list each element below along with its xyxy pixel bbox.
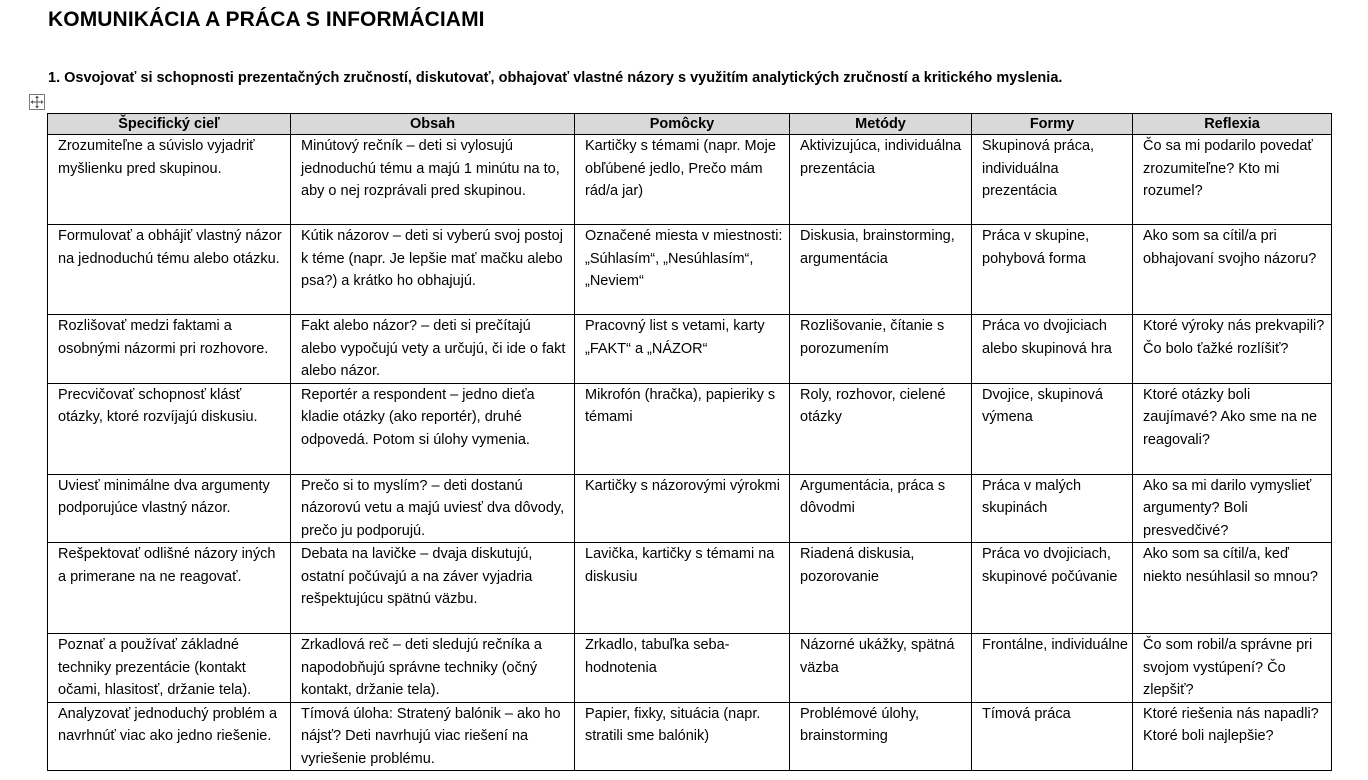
table-cell: Skupinová práca, individuálna prezentácia bbox=[972, 135, 1133, 225]
column-header: Špecifický cieľ bbox=[48, 114, 291, 135]
table-cell: Čo sa mi podarilo povedať zrozumiteľne? Kto mi rozumel? bbox=[1133, 135, 1332, 225]
table-cell: Zrozumiteľne a súvislo vyjadriť myšlienku pred skupinou. bbox=[48, 135, 291, 225]
table-cell: Mikrofón (hračka), papieriky s témami bbox=[575, 383, 790, 474]
lesson-plan-table bbox=[47, 113, 1332, 771]
table-row bbox=[48, 634, 1332, 703]
table-cell: Debata na lavičke – dvaja diskutujú, ostatní počúvajú a na záver vyjadria rešpektujúcu spätnú väzbu. bbox=[291, 543, 575, 634]
table-cell: Práca vo dvojiciach, skupinové počúvanie bbox=[972, 543, 1133, 634]
table-cell: Poznať a používať základné techniky prezentácie (kontakt očami, hlasitosť, držanie tela). bbox=[48, 634, 291, 703]
table-cell: Ktoré riešenia nás napadli? Ktoré boli najlepšie? bbox=[1133, 702, 1332, 771]
column-header: Reflexia bbox=[1133, 114, 1332, 135]
table-cell: Tímová práca bbox=[972, 702, 1133, 771]
table-cell: Kútik názorov – deti si vyberú svoj postoj k téme (napr. Je lepšie mať mačku alebo psa?) a krátko ho obhajujú. bbox=[291, 225, 575, 315]
table-cell: Pracovný list s vetami, karty „FAKT“ a „NÁZOR“ bbox=[575, 315, 790, 384]
table-row bbox=[48, 315, 1332, 384]
table-cell: Čo som robil/a správne pri svojom vystúpení? Čo zlepšiť? bbox=[1133, 634, 1332, 703]
table-cell: Argumentácia, práca s dôvodmi bbox=[790, 474, 972, 543]
table-cell: Diskusia, brainstorming, argumentácia bbox=[790, 225, 972, 315]
table-cell: Problémové úlohy, brainstorming bbox=[790, 702, 972, 771]
table-cell: Názorné ukážky, spätná väzba bbox=[790, 634, 972, 703]
page-title: KOMUNIKÁCIA A PRÁCA S INFORMÁCIAMI bbox=[48, 8, 485, 31]
table-cell: Aktivizujúca, individuálna prezentácia bbox=[790, 135, 972, 225]
table-cell: Rozlišovať medzi faktami a osobnými názormi pri rozhovore. bbox=[48, 315, 291, 384]
goal-heading: 1. Osvojovať si schopnosti prezentačných zručností, diskutovať, obhajovať vlastné názory s využitím analytických zručností a kritického myslenia. bbox=[48, 70, 1063, 86]
table-cell: Riadená diskusia, pozorovanie bbox=[790, 543, 972, 634]
table-cell: Formulovať a obhájiť vlastný názor na jednoduchú tému alebo otázku. bbox=[48, 225, 291, 315]
column-header: Metódy bbox=[790, 114, 972, 135]
table-cell: Tímová úloha: Stratený balónik – ako ho nájsť? Deti navrhujú viac riešení na vyriešenie problému. bbox=[291, 702, 575, 771]
table-cell: Rozlišovanie, čítanie s porozumením bbox=[790, 315, 972, 384]
table-cell: Práca v malých skupinách bbox=[972, 474, 1133, 543]
table-cell: Zrkadlo, tabuľka seba-hodnotenia bbox=[575, 634, 790, 703]
table-cell: Frontálne, individuálne bbox=[972, 634, 1133, 703]
table-cell: Rešpektovať odlišné názory iných a primerane na ne reagovať. bbox=[48, 543, 291, 634]
table-cell: Reportér a respondent – jedno dieťa kladie otázky (ako reportér), druhé odpovedá. Potom si úlohy vymenia. bbox=[291, 383, 575, 474]
table-cell: Ako som sa cítil/a, keď niekto nesúhlasil so mnou? bbox=[1133, 543, 1332, 634]
table-cell: Ktoré výroky nás prekvapili? Čo bolo ťažké rozlíšiť? bbox=[1133, 315, 1332, 384]
table-cell: Ako sa mi darilo vymyslieť argumenty? Boli presvedčivé? bbox=[1133, 474, 1332, 543]
table-cell: Ktoré otázky boli zaujímavé? Ako sme na ne reagovali? bbox=[1133, 383, 1332, 474]
table-row bbox=[48, 474, 1332, 543]
table-cell: Dvojice, skupinová výmena bbox=[972, 383, 1133, 474]
table-cell: Kartičky s názorovými výrokmi bbox=[575, 474, 790, 543]
column-header: Formy bbox=[972, 114, 1133, 135]
table-row bbox=[48, 702, 1332, 771]
table-cell: Lavička, kartičky s témami na diskusiu bbox=[575, 543, 790, 634]
table-cell: Minútový rečník – deti si vylosujú jednoduchú tému a majú 1 minútu na to, aby o nej rozprávali pred skupinou. bbox=[291, 135, 575, 225]
move-arrows-icon[interactable] bbox=[29, 94, 45, 110]
table-cell: Roly, rozhovor, cielené otázky bbox=[790, 383, 972, 474]
table-cell: Práca v skupine, pohybová forma bbox=[972, 225, 1133, 315]
table-row bbox=[48, 543, 1332, 634]
table-header-row bbox=[48, 114, 1332, 135]
column-header: Pomôcky bbox=[575, 114, 790, 135]
table-cell: Ako som sa cítil/a pri obhajovaní svojho názoru? bbox=[1133, 225, 1332, 315]
column-header: Obsah bbox=[291, 114, 575, 135]
table-cell: Zrkadlová reč – deti sledujú rečníka a napodobňujú správne techniky (očný kontakt, držanie tela). bbox=[291, 634, 575, 703]
table-row bbox=[48, 135, 1332, 225]
table-cell: Fakt alebo názor? – deti si prečítajú alebo vypočujú vety a určujú, či ide o fakt alebo názor. bbox=[291, 315, 575, 384]
table-row bbox=[48, 225, 1332, 315]
table-row bbox=[48, 383, 1332, 474]
table-cell: Prečo si to myslím? – deti dostanú názorovú vetu a majú uviesť dva dôvody, prečo ju podporujú. bbox=[291, 474, 575, 543]
table-cell: Analyzovať jednoduchý problém a navrhnúť viac ako jedno riešenie. bbox=[48, 702, 291, 771]
table-cell: Práca vo dvojiciach alebo skupinová hra bbox=[972, 315, 1133, 384]
table-cell: Kartičky s témami (napr. Moje obľúbené jedlo, Prečo mám rád/a jar) bbox=[575, 135, 790, 225]
table-cell: Uviesť minimálne dva argumenty podporujúce vlastný názor. bbox=[48, 474, 291, 543]
table-cell: Precvičovať schopnosť klásť otázky, ktoré rozvíjajú diskusiu. bbox=[48, 383, 291, 474]
table-cell: Označené miesta v miestnosti: „Súhlasím“, „Nesúhlasím“, „Neviem“ bbox=[575, 225, 790, 315]
table-cell: Papier, fixky, situácia (napr. stratili sme balónik) bbox=[575, 702, 790, 771]
